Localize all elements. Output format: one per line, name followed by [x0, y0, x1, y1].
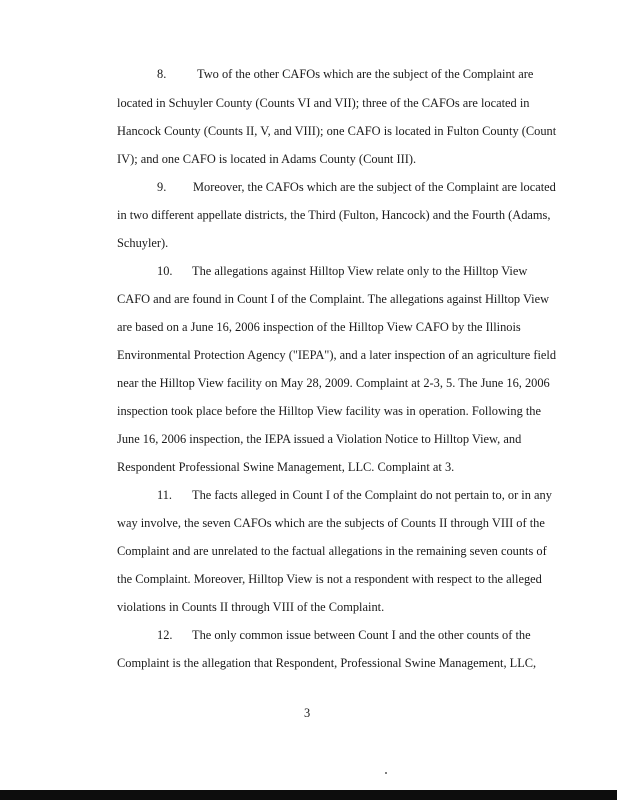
- paragraph-line: The allegations against Hilltop View relate only to the Hilltop View: [192, 264, 528, 278]
- page-number: 3: [304, 706, 311, 720]
- paragraph-line: located in Schuyler County (Counts VI and VII); three of the CAFOs are located in: [117, 96, 530, 110]
- paragraph-line: Complaint is the allegation that Respondent, Professional Swine Management, LLC,: [117, 656, 537, 670]
- paragraph-line: Complaint and are unrelated to the factual allegations in the remaining seven counts of: [117, 544, 547, 558]
- paragraph-line: violations in Counts II through VIII of the Complaint.: [117, 600, 385, 614]
- paragraph-line: June 16, 2006 inspection, the IEPA issued a Violation Notice to Hilltop View, and: [117, 432, 522, 446]
- paragraph-line: inspection took place before the Hilltop View facility was in operation. Following the: [117, 404, 541, 418]
- paragraph-line: near the Hilltop View facility on May 28, 2009. Complaint at 2-3, 5. The June 16, 2006: [117, 376, 550, 390]
- paragraph-line: CAFO and are found in Count I of the Complaint. The allegations against Hilltop View: [117, 292, 550, 306]
- paragraph-line: way involve, the seven CAFOs which are the subjects of Counts II through VIII of the: [117, 516, 545, 530]
- paragraph-line: IV); and one CAFO is located in Adams County (Count III).: [117, 152, 417, 166]
- paragraph-line: Moreover, the CAFOs which are the subject of the Complaint are located: [193, 180, 556, 194]
- paragraph-line: Schuyler).: [117, 236, 169, 250]
- paragraph-line: in two different appellate districts, the Third (Fulton, Hancock) and the Fourth (Adams,: [117, 208, 551, 222]
- paragraph-number: 12.: [157, 628, 173, 642]
- paragraph-number: 9.: [157, 180, 167, 194]
- paragraph-line: are based on a June 16, 2006 inspection of the Hilltop View CAFO by the Illinois: [117, 320, 521, 334]
- paragraph-line: The only common issue between Count I and the other counts of the: [192, 628, 531, 642]
- paragraph-number: 10.: [157, 264, 173, 278]
- paragraph-number: 11.: [157, 488, 173, 502]
- paragraph-line: The facts alleged in Count I of the Complaint do not pertain to, or in any: [192, 488, 552, 502]
- paragraph-line: the Complaint. Moreover, Hilltop View is not a respondent with respect to the alleged: [117, 572, 542, 586]
- paragraph-line: Environmental Protection Agency ("IEPA"), and a later inspection of an agriculture field: [117, 348, 557, 362]
- paragraph-line: Respondent Professional Swine Management, LLC. Complaint at 3.: [117, 460, 455, 474]
- scan-bottom-edge: [0, 790, 617, 800]
- paragraph-line: Two of the other CAFOs which are the subject of the Complaint are: [197, 67, 534, 81]
- scan-speck: [385, 772, 387, 774]
- paragraph-number: 8.: [157, 67, 167, 81]
- paragraph-line: Hancock County (Counts II, V, and VIII); one CAFO is located in Fulton County (Count: [117, 124, 557, 138]
